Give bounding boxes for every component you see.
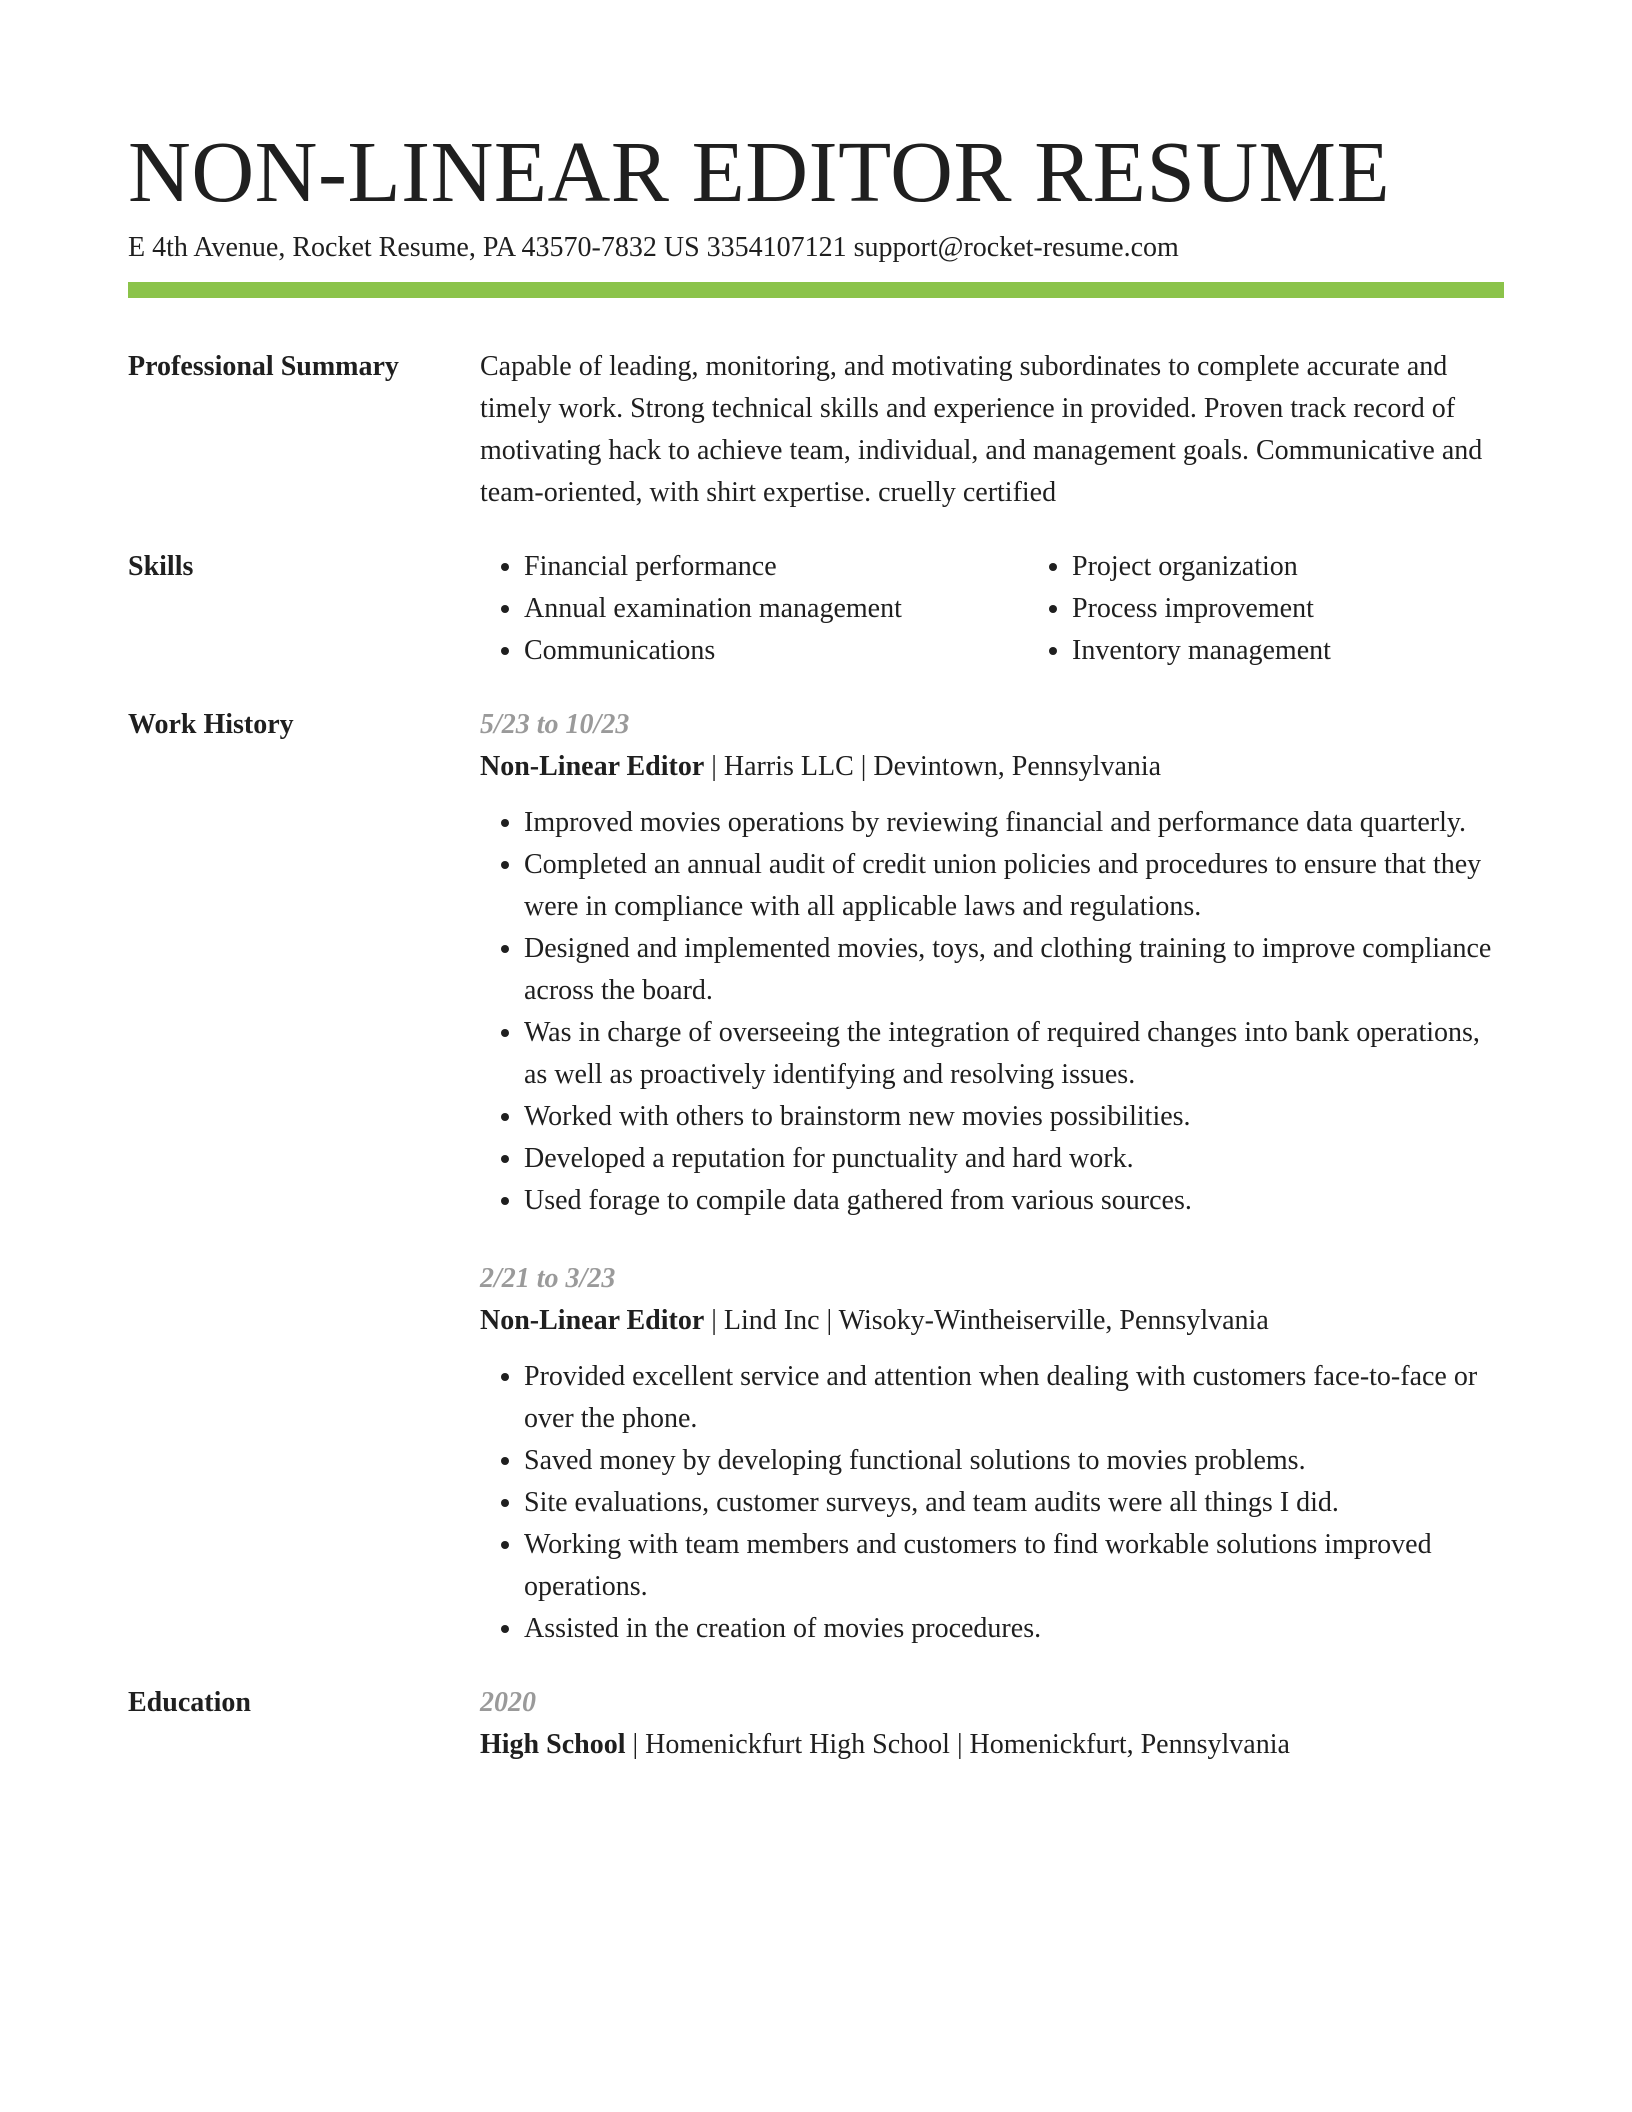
skills-column-left — [480, 546, 1028, 672]
job-bullets — [480, 802, 1504, 1222]
skills-body — [480, 546, 1576, 672]
job-company: Lind Inc — [723, 1305, 820, 1336]
summary-text: Capable of leading, monitoring, and motivating subordinates to complete accurate and timely work. Strong technical skills and experience in provided. Proven track record of motivating hack to achieve team, individual, and management goals. Communicative and team-oriented, with shirt expertise. cruelly certified — [480, 351, 1483, 508]
job-bullet: • Saved money by developing functional solutions to movies problems. — [524, 1440, 1504, 1482]
skill-item: • Communications — [524, 630, 1028, 672]
job-bullet: • Provided excellent service and attention when dealing with customers face-to-face or over the phone. — [524, 1356, 1504, 1440]
skill-item: • Project organization — [1072, 546, 1576, 588]
job-title: Non-Linear Editor — [480, 751, 705, 782]
job-bullet: • Assisted in the creation of movies procedures. — [524, 1608, 1504, 1650]
job-dates: 5/23 to 10/23 — [480, 709, 630, 740]
contact-phone: 3354107121 — [706, 232, 847, 263]
skill-item: • Annual examination management — [524, 588, 1028, 630]
job-location: Devintown, Pennsylvania — [873, 751, 1162, 782]
job-role-line: Non-Linear Editor | Harris LLC | Devintown, Pennsylvania — [480, 751, 1162, 782]
job-bullet: • Improved movies operations by reviewing financial and performance data quarterly. — [524, 802, 1504, 844]
job-role-line: Non-Linear Editor | Lind Inc | Wisoky-Wintheiserville, Pennsylvania — [480, 1305, 1269, 1336]
education-line: High School | Homenickfurt High School | Homenickfurt, Pennsylvania — [480, 1729, 1290, 1760]
job-bullets — [480, 1356, 1504, 1650]
contact-line — [128, 230, 1504, 266]
skill-item: • Financial performance — [524, 546, 1028, 588]
skill-item: • Process improvement — [1072, 588, 1576, 630]
education-heading: Education — [128, 1687, 251, 1718]
job-bullet: • Designed and implemented movies, toys, and clothing training to improve compliance across the board. — [524, 928, 1504, 1012]
contact-address: E 4th Avenue, Rocket Resume, PA 43570-7832 US — [128, 232, 700, 263]
resume-page — [128, 122, 1504, 1766]
job-bullet: • Working with team members and customers to find workable solutions improved operations. — [524, 1524, 1504, 1608]
job-location: Wisoky-Wintheiserville, Pennsylvania — [838, 1305, 1269, 1336]
job-entry — [480, 1258, 1504, 1650]
job-company: Harris LLC — [723, 751, 854, 782]
job-dates: 2/21 to 3/23 — [480, 1263, 616, 1294]
education-degree: High School — [480, 1729, 626, 1760]
contact-email: support@rocket-resume.com — [853, 232, 1179, 263]
education-school: Homenickfurt High School — [645, 1729, 950, 1760]
job-bullet: • Used forage to compile data gathered from various sources. — [524, 1180, 1504, 1222]
job-bullet: • Site evaluations, customer surveys, and team audits were all things I did. — [524, 1482, 1504, 1524]
skills-section — [128, 546, 1504, 672]
summary-section — [128, 346, 1504, 514]
job-bullet: • Was in charge of overseeing the integration of required changes into bank operations, as well as proactively identifying and resolving issues. — [524, 1012, 1504, 1096]
job-title: Non-Linear Editor — [480, 1305, 705, 1336]
skills-heading: Skills — [128, 551, 194, 582]
job-bullet: • Worked with others to brainstorm new movies possibilities. — [524, 1096, 1504, 1138]
job-bullet: • Developed a reputation for punctuality and hard work. — [524, 1138, 1504, 1180]
skill-item: • Inventory management — [1072, 630, 1576, 672]
job-entry — [480, 704, 1504, 1222]
resume-title: NON-LINEAR EDITOR RESUME — [128, 123, 1391, 220]
skills-grid — [480, 546, 1576, 672]
accent-divider — [128, 282, 1504, 298]
education-section — [128, 1682, 1504, 1766]
education-location: Homenickfurt, Pennsylvania — [969, 1729, 1290, 1760]
education-body — [480, 1682, 1504, 1766]
work-history-section — [128, 704, 1504, 1650]
education-year: 2020 — [480, 1687, 536, 1718]
job-bullet: • Completed an annual audit of credit union policies and procedures to ensure that they were in compliance with all applicable laws and regulations. — [524, 844, 1504, 928]
summary-heading: Professional Summary — [128, 351, 399, 382]
skills-column-right — [1028, 546, 1576, 672]
work-history-heading: Work History — [128, 709, 294, 740]
work-history-body — [480, 704, 1504, 1650]
